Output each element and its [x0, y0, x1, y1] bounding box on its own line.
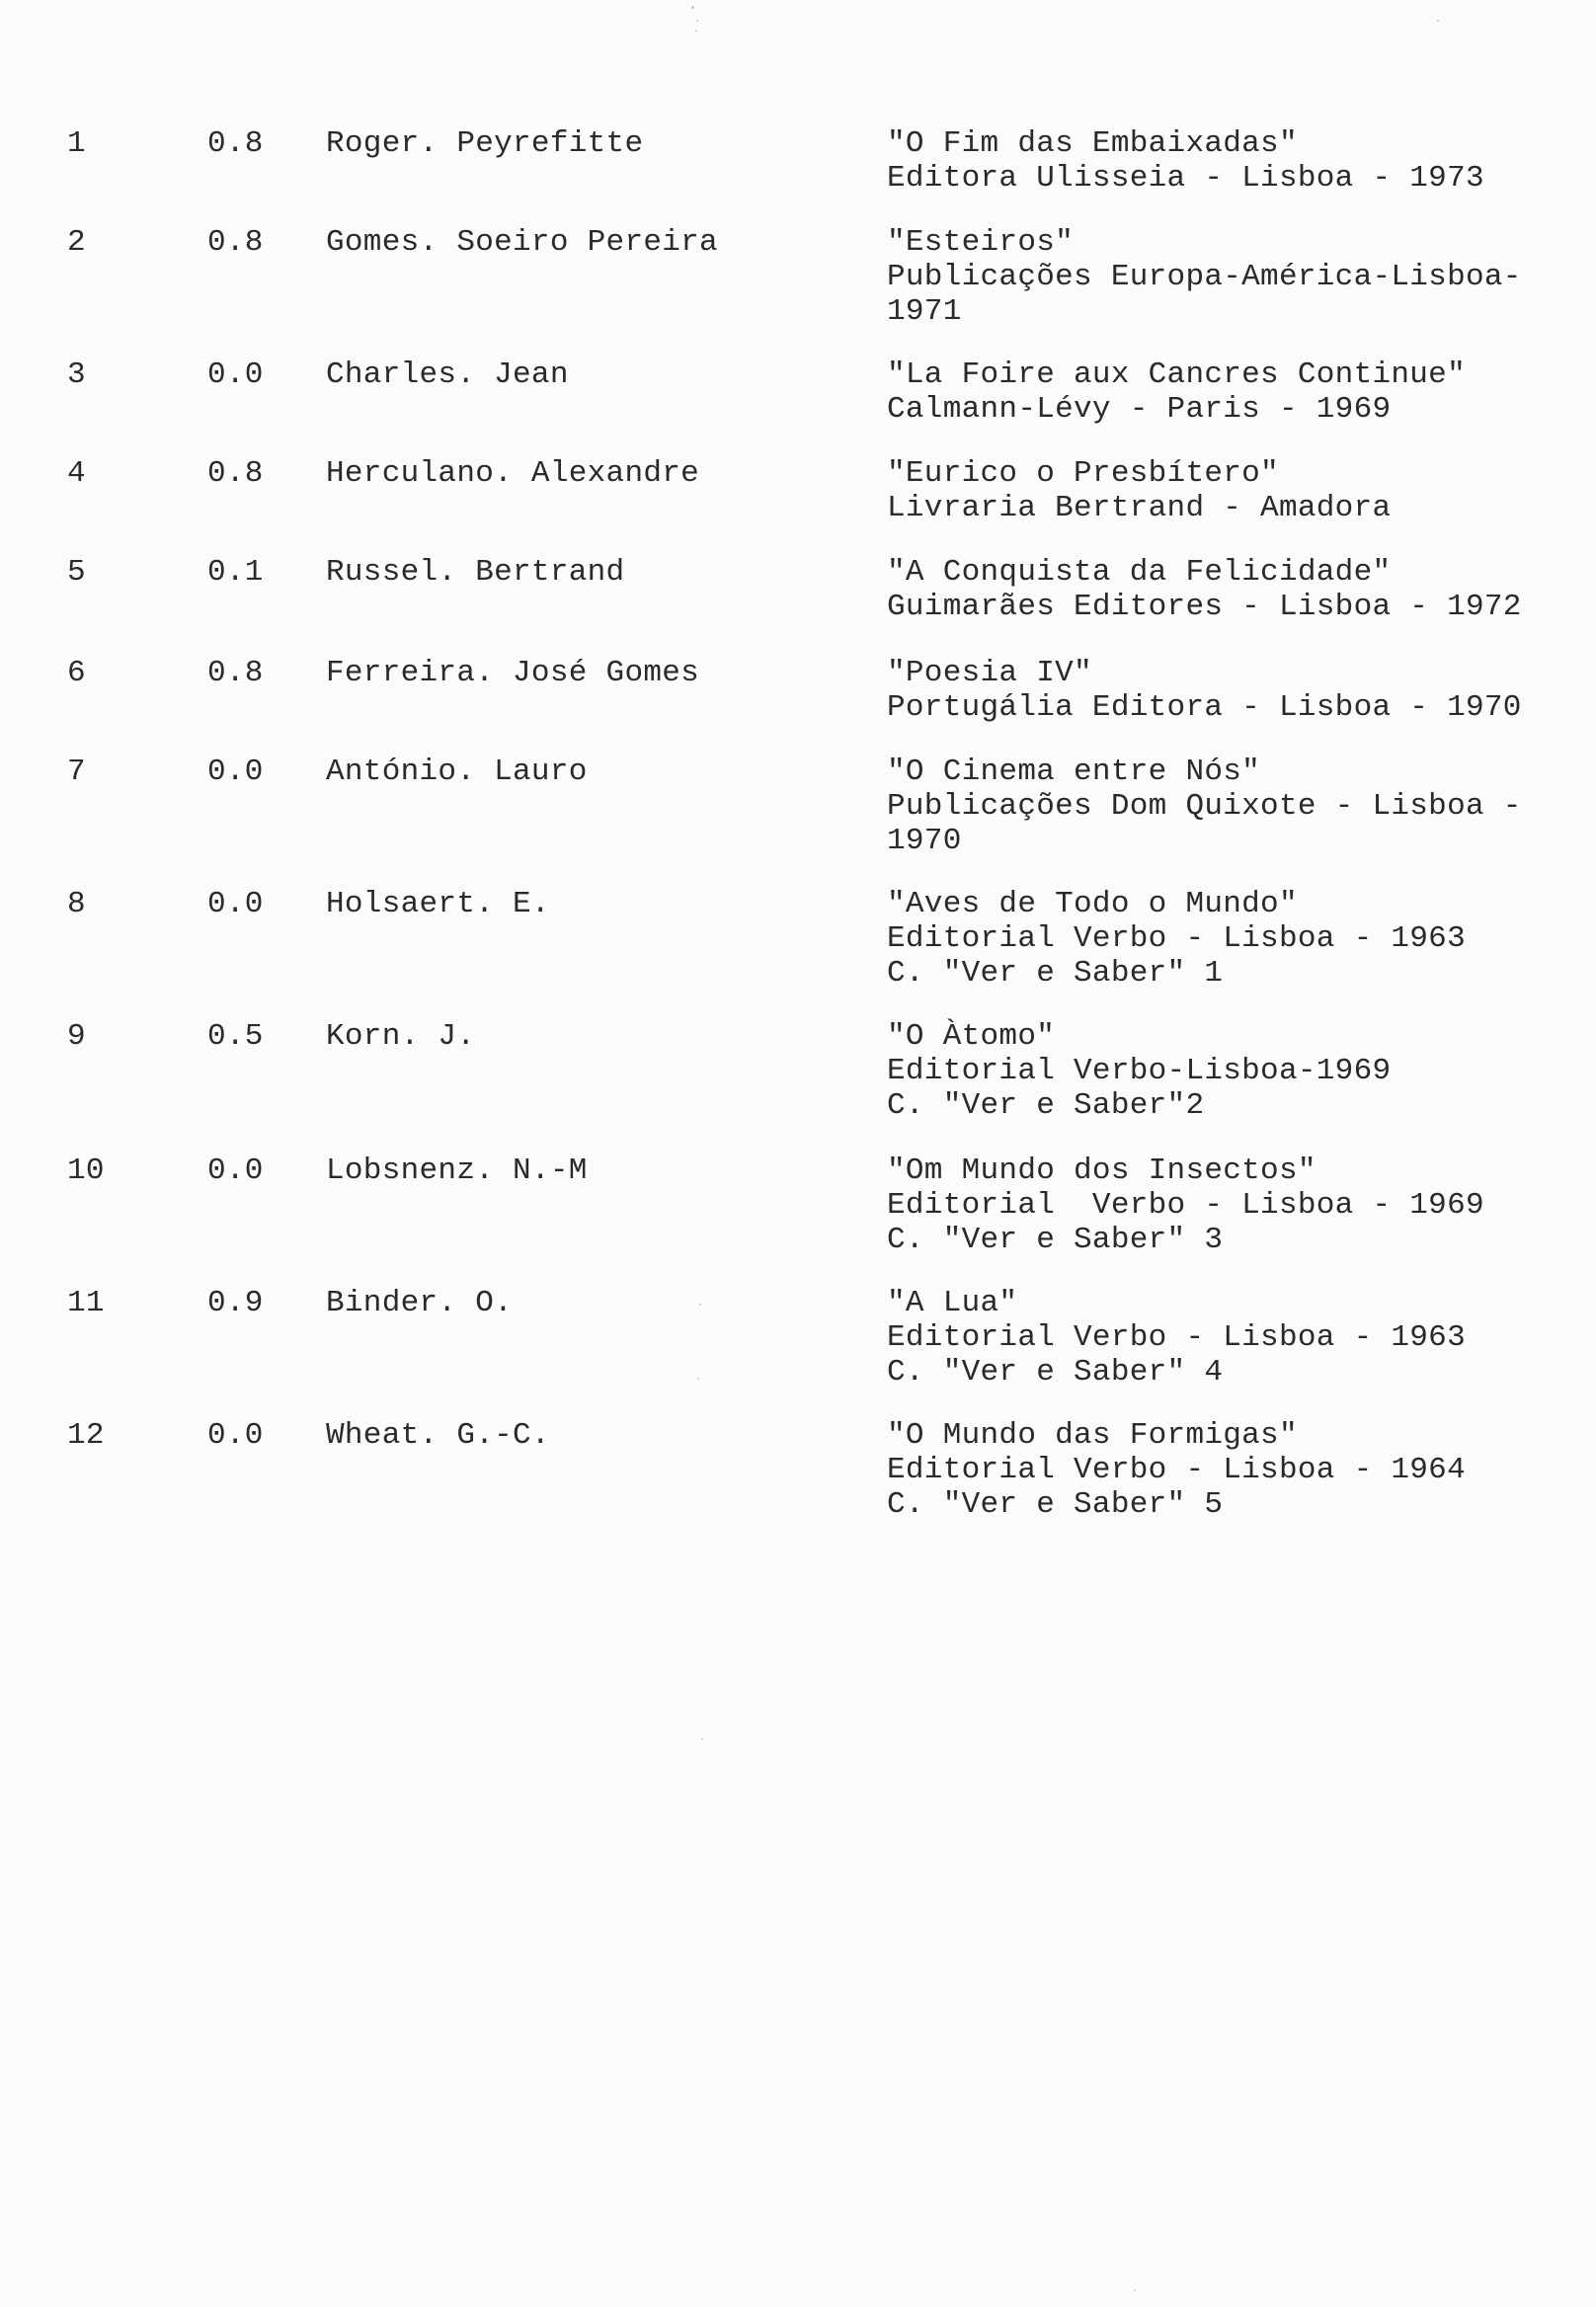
entry-reference: [887, 1019, 1578, 1123]
entry-number: 7: [67, 755, 86, 789]
entry-author: Charles. Jean: [326, 358, 569, 392]
entry-number: 9: [67, 1019, 86, 1054]
entry-reference: [887, 1418, 1578, 1522]
scan-speck: [695, 30, 697, 32]
entry-reference: [887, 456, 1578, 525]
scan-speck: [696, 20, 698, 22]
entry-score: 0.8: [207, 126, 264, 161]
entry-score: 0.0: [207, 887, 264, 921]
reference-line: "Poesia IV": [887, 656, 1092, 690]
scan-speck: [701, 1738, 703, 1740]
entry-score: 0.0: [207, 1154, 264, 1188]
reference-line: Editorial Verbo - Lisboa - 1963: [887, 1320, 1466, 1355]
entry-score: 0.0: [207, 1418, 264, 1453]
reference-line: Editora Ulisseia - Lisboa - 1973: [887, 161, 1484, 196]
entry-author: Herculano. Alexandre: [326, 456, 700, 491]
entry-score: 0.8: [207, 456, 264, 491]
reference-line: "O Àtomo": [887, 1019, 1056, 1054]
reference-line: C. "Ver e Saber" 3: [887, 1223, 1224, 1257]
entry-reference: [887, 1154, 1578, 1257]
reference-line: Editorial Verbo-Lisboa-1969: [887, 1054, 1392, 1088]
reference-line: Publicações Europa-América-Lisboa-: [887, 260, 1522, 294]
reference-line: "Om Mundo dos Insectos": [887, 1154, 1317, 1188]
entry-number: 5: [67, 555, 86, 590]
entry-number: 11: [67, 1286, 105, 1320]
entry-author: António. Lauro: [326, 755, 588, 789]
reference-line: Calmann-Lévy - Paris - 1969: [887, 392, 1392, 427]
reference-line: "O Cinema entre Nós": [887, 755, 1261, 789]
reference-line: "Aves de Todo o Mundo": [887, 887, 1298, 921]
entry-author: Korn. J.: [326, 1019, 476, 1054]
scan-speck: [691, 6, 694, 9]
reference-line: C. "Ver e Saber"2: [887, 1088, 1205, 1123]
entry-reference: [887, 1286, 1578, 1390]
reference-line: Guimarães Editores - Lisboa - 1972: [887, 590, 1522, 624]
reference-line: Editorial Verbo - Lisboa - 1963: [887, 921, 1466, 956]
entry-author: Binder. O.: [326, 1286, 514, 1320]
entry-reference: [887, 887, 1578, 991]
reference-line: "Eurico o Presbítero": [887, 456, 1279, 491]
entry-reference: [887, 555, 1578, 624]
entry-number: 6: [67, 656, 86, 690]
entry-number: 8: [67, 887, 86, 921]
entry-score: 0.9: [207, 1286, 264, 1320]
entry-author: Holsaert. E.: [326, 887, 550, 921]
reference-line: Editorial Verbo - Lisboa - 1969: [887, 1188, 1484, 1223]
reference-line: "A Lua": [887, 1286, 1018, 1320]
entry-score: 0.5: [207, 1019, 264, 1054]
reference-line: 1970: [887, 824, 962, 858]
entry-author: Lobsnenz. N.-M: [326, 1154, 588, 1188]
entry-reference: [887, 225, 1578, 329]
entry-score: 0.0: [207, 755, 264, 789]
reference-line: Editorial Verbo - Lisboa - 1964: [887, 1453, 1466, 1487]
reference-line: Portugália Editora - Lisboa - 1970: [887, 690, 1522, 725]
entry-author: Wheat. G.-C.: [326, 1418, 550, 1453]
reference-line: Livraria Bertrand - Amadora: [887, 491, 1392, 525]
entry-number: 10: [67, 1154, 105, 1188]
reference-line: "Esteiros": [887, 225, 1075, 260]
entry-number: 2: [67, 225, 86, 260]
reference-line: "O Mundo das Formigas": [887, 1418, 1298, 1453]
entry-score: 0.8: [207, 225, 264, 260]
reference-line: 1971: [887, 294, 962, 329]
reference-line: C. "Ver e Saber" 1: [887, 956, 1224, 991]
entry-number: 4: [67, 456, 86, 491]
reference-line: Publicações Dom Quixote - Lisboa -: [887, 789, 1522, 824]
entry-score: 0.0: [207, 358, 264, 392]
entry-author: Ferreira. José Gomes: [326, 656, 700, 690]
reference-line: "La Foire aux Cancres Continue": [887, 358, 1466, 392]
scan-speck: [1134, 2289, 1136, 2291]
entry-reference: [887, 358, 1578, 427]
reference-line: "A Conquista da Felicidade": [887, 555, 1392, 590]
entry-author: Russel. Bertrand: [326, 555, 625, 590]
reference-line: C. "Ver e Saber" 5: [887, 1487, 1224, 1522]
entry-reference: [887, 755, 1578, 858]
entry-reference: [887, 126, 1578, 196]
entry-number: 12: [67, 1418, 105, 1453]
entry-number: 1: [67, 126, 86, 161]
scan-speck: [1437, 20, 1439, 22]
scan-speck: [699, 1304, 701, 1306]
entry-score: 0.8: [207, 656, 264, 690]
entry-score: 0.1: [207, 555, 264, 590]
reference-line: "O Fim das Embaixadas": [887, 126, 1298, 161]
reference-line: C. "Ver e Saber" 4: [887, 1355, 1224, 1390]
entry-author: Gomes. Soeiro Pereira: [326, 225, 718, 260]
scan-speck: [697, 1378, 699, 1380]
entry-reference: [887, 656, 1578, 725]
entry-author: Roger. Peyrefitte: [326, 126, 644, 161]
entry-number: 3: [67, 358, 86, 392]
